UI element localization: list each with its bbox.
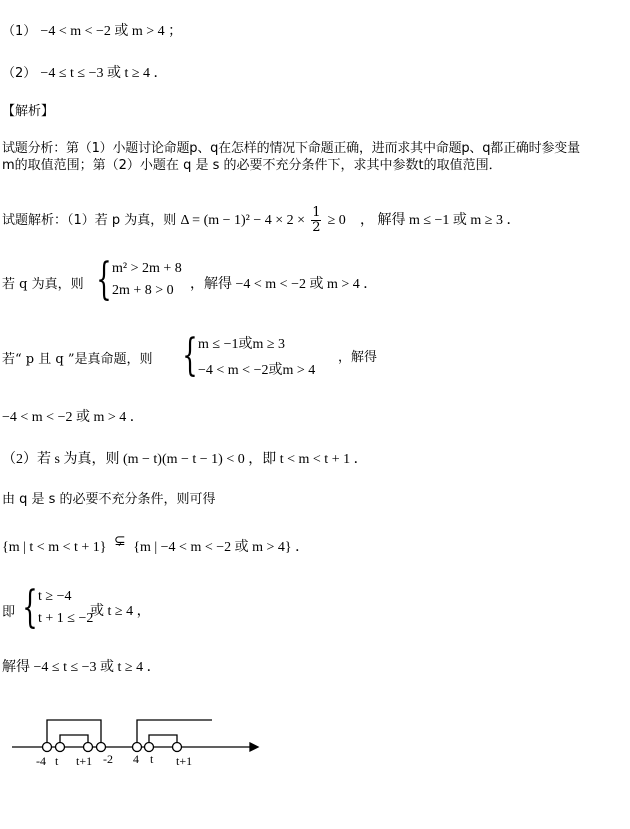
bracket-interval-t-t1-right: [149, 735, 177, 747]
point-t1-left: [84, 743, 93, 752]
left-brace: {: [22, 582, 38, 633]
step-s-true: （2）若 s 为真，则 (m − t)(m − t − 1) < 0 ，即 t < m < t + 1 ．: [2, 452, 368, 467]
step-q-system: [90, 254, 182, 305]
step-pq-answer: −4 < m < −2 或 m > 4 ．: [2, 410, 144, 425]
bracket-interval-neg4-neg2: [47, 720, 101, 747]
ray-from-4: [137, 720, 212, 747]
point-t1-right: [173, 743, 182, 752]
point-t-right: [145, 743, 154, 752]
fraction-one-half: [311, 206, 321, 235]
answer-2: [2, 66, 168, 82]
step-pq-row-2: −4 < m < −2或m > 4: [198, 363, 316, 378]
jiexi-heading: 【解析】: [2, 104, 55, 119]
point-neg4: [43, 743, 52, 752]
bracket-interval-t-t1-left: [60, 735, 88, 747]
label-t1-right: t+1: [176, 754, 193, 768]
answer-2-number: （2）: [2, 66, 37, 81]
step-ji-prefix: 即: [2, 605, 16, 620]
step-p-prefix: 试题解析：（1）若 p 为真，则: [2, 213, 177, 228]
point-t-left: [56, 743, 65, 752]
step-q-prefix: 若 q 为真，则: [2, 277, 84, 292]
analysis-line-1: 试题分析：第（1）小题讨论命题p、q在怎样的情况下命题正确，进而求其中命题p、q都正确时参变量: [2, 141, 580, 156]
left-brace: {: [96, 254, 112, 305]
set-left: {m | t < m < t + 1}: [2, 540, 107, 555]
step-t-row-1: t ≥ −4: [38, 589, 72, 604]
step-pq-result: ，解得: [338, 350, 378, 365]
fraction-denominator: 2: [312, 220, 321, 235]
step-q-result: ，解得 −4 < m < −2 或 m > 4 ．: [190, 277, 378, 292]
step-pq-system: [176, 330, 316, 381]
step-q-row-2: 2m + 8 > 0: [112, 283, 174, 298]
point-neg2: [97, 743, 106, 752]
axis-arrow-icon: [250, 743, 258, 751]
final-answer: 解得 −4 ≤ t ≤ −3 或 t ≥ 4 ．: [2, 660, 161, 675]
label-t1-left: t+1: [76, 754, 93, 768]
solution-step-p: [2, 206, 521, 235]
step-p-ge-zero: ≥ 0: [327, 213, 346, 228]
answer-1-number: （1）: [2, 24, 37, 39]
step-pq-prefix: 若“ p 且 q ”是真命题，则: [2, 352, 153, 367]
label-neg2: -2: [103, 752, 113, 766]
answer-2-expression: −4 ≤ t ≤ −3 或 t ≥ 4 ．: [40, 66, 168, 81]
step-t-system: [16, 582, 94, 633]
step-necessary-condition: 由 q 是 s 的必要不充分条件，则可得: [2, 492, 216, 507]
point-4: [133, 743, 142, 752]
label-4: 4: [133, 752, 139, 766]
step-p-discriminant: Δ = (m − 1)² − 4 × 2 ×: [180, 213, 306, 228]
step-t-result: 或 t ≥ 4 ，: [90, 604, 151, 619]
answer-1-expression: −4 < m < −2 或 m > 4 ；: [40, 24, 183, 39]
set-right: {m | −4 < m < −2 或 m > 4} ．: [133, 540, 310, 555]
step-t-row-2: t + 1 ≤ −2: [38, 611, 94, 626]
label-neg4: -4: [36, 754, 46, 768]
step-pq-row-1: m ≤ −1或m ≥ 3: [198, 337, 286, 352]
proper-subset-symbol: ⊊: [114, 534, 126, 549]
left-brace: {: [182, 330, 198, 381]
step-set-relation: [2, 534, 310, 556]
step-p-result: ， 解得 m ≤ −1 或 m ≥ 3 ．: [359, 213, 521, 228]
answer-1: [2, 24, 182, 40]
fraction-numerator: 1: [312, 205, 321, 220]
label-t-right: t: [150, 752, 154, 766]
label-t-left: t: [55, 754, 59, 768]
analysis-line-2: m的取值范围；第（2）小题在 q 是 s 的必要不充分条件下，求其中参数t的取值范围．: [2, 158, 502, 173]
step-q-row-1: m² > 2m + 8: [112, 261, 182, 276]
